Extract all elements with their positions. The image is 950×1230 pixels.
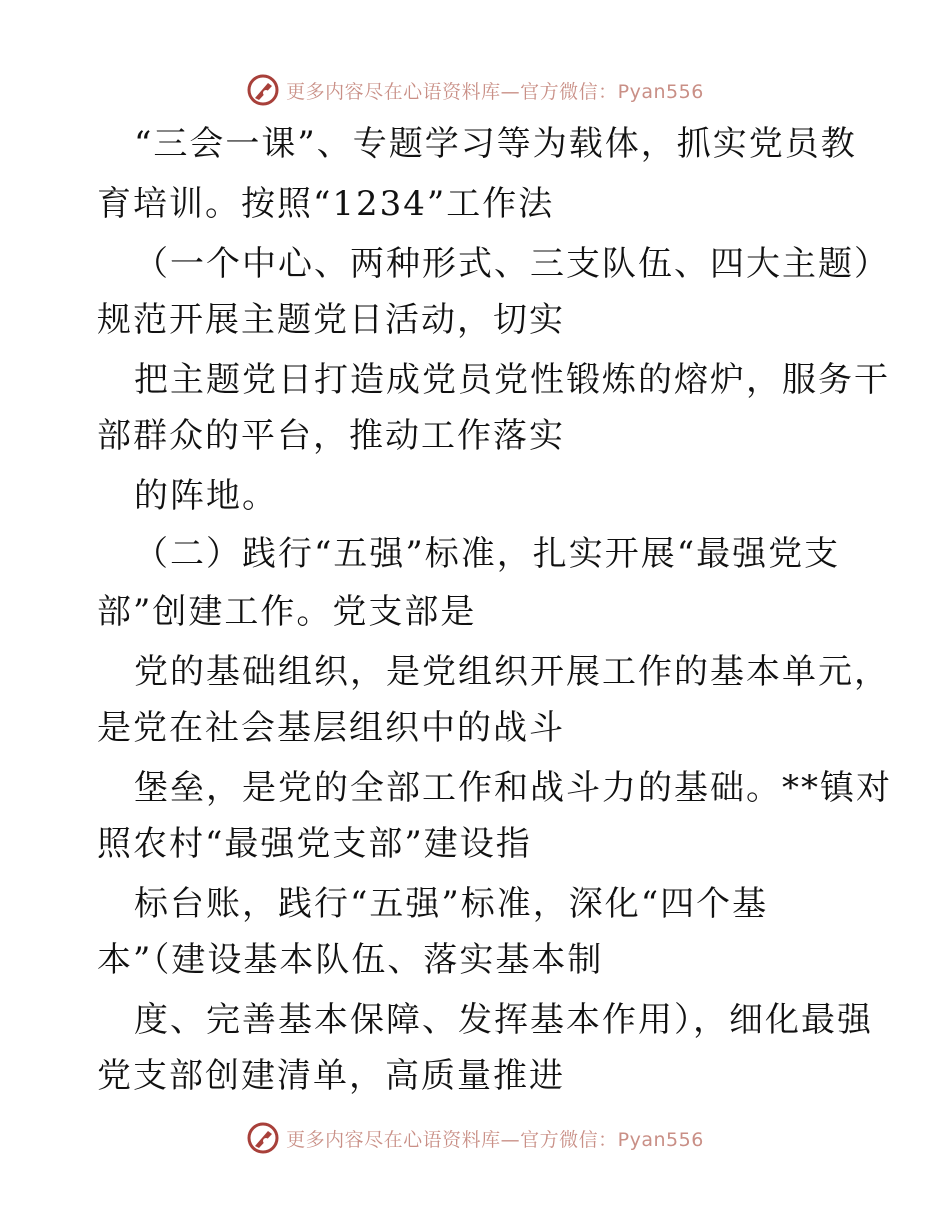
text-line: 党支部创建清单，高质量推进 <box>97 1056 565 1096</box>
text-line: 规范开展主题党日活动，切实 <box>97 300 565 340</box>
text-line: 党的基础组织，是党组织开展工作的基本单元， <box>134 652 890 692</box>
text-line: （二）践行“五强”标准，扎实开展“最强党支 <box>134 534 841 574</box>
header-watermark-banner <box>0 70 950 110</box>
text-line: 是党在社会基层组织中的战斗 <box>97 708 565 748</box>
text-line: 的阵地。 <box>134 476 278 516</box>
text-line: 标台账，践行“五强”标准，深化“四个基 <box>134 884 769 924</box>
text-line: 堡垒，是党的全部工作和战斗力的基础。**镇对 <box>134 768 892 808</box>
text-line: “三会一课”、专题学习等为载体，抓实党员教 <box>134 124 857 164</box>
text-line: 照农村“最强党支部”建设指 <box>97 824 532 864</box>
pen-seal-logo-icon <box>246 1121 280 1155</box>
text-line: 把主题党日打造成党员党性锻炼的熔炉，服务干 <box>134 360 890 400</box>
text-line: （一个中心、两种形式、三支队伍、四大主题） <box>134 244 890 284</box>
pen-seal-logo-icon <box>246 73 280 107</box>
text-line: 部群众的平台，推动工作落实 <box>97 416 565 456</box>
footer-watermark-banner <box>0 1118 950 1158</box>
text-line: 本”（建设基本队伍、落实基本制 <box>97 940 604 980</box>
text-line: 育培训。按照“1234”工作法 <box>97 184 555 224</box>
footer-watermark-text: 更多内容尽在心语资料库—官方微信：Pyan556 <box>286 1128 704 1151</box>
text-line: 度、完善基本保障、发挥基本作用），细化最强 <box>134 1000 873 1040</box>
text-line: 部”创建工作。党支部是 <box>97 592 477 632</box>
header-watermark-text: 更多内容尽在心语资料库—官方微信：Pyan556 <box>286 80 704 103</box>
